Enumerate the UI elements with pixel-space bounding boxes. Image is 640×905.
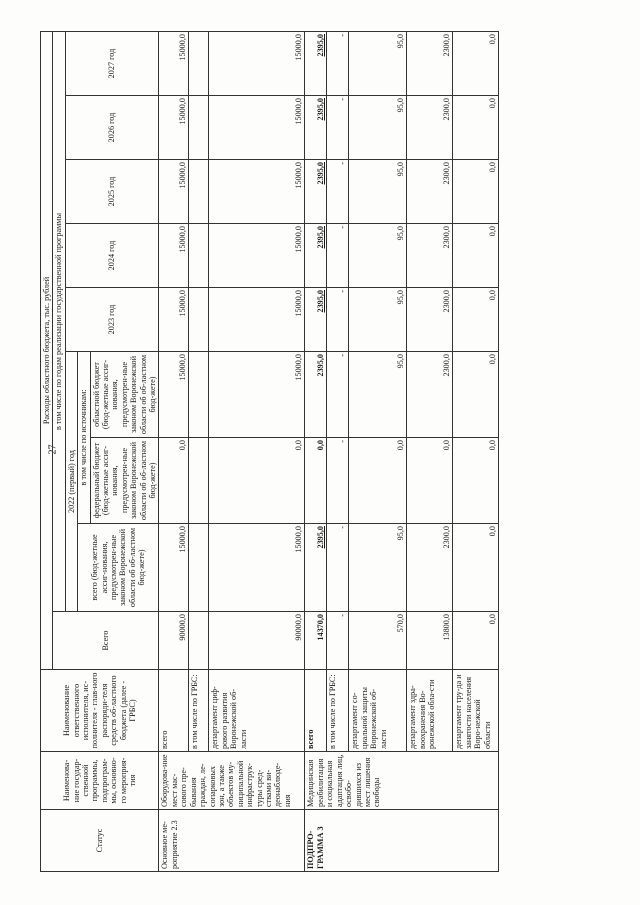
y2023-cell: 2395,0 [305,288,327,352]
total-cell: 90000,0 [159,612,189,670]
y2024-cell: 0,0 [453,224,499,288]
table-row [209,32,305,872]
y2025-cell: 15000,0 [209,160,305,224]
budget-table [40,31,499,872]
table-row [407,32,453,872]
by-years-header: в том числе по годам реализации государственной программы [53,32,65,612]
executor-header: Наименование ответственного исполнителя, ис-полнителя - глав-ного распоряди-теля средств об-ластного бюджета (далее - ГРБС) [41,670,159,752]
regional-cell [189,352,209,438]
status-cell: Основное ме-роприятие 2.3 [159,810,305,872]
federal-header: федеральный бюджет (бюд-жетные ассиг-нования, предусмотрен-ные законом Воронежской области об об-ластном бюд-жете) [90,438,159,524]
table-row [159,32,189,872]
y2027-cell: 0,0 [453,32,499,96]
y2025-cell [189,160,209,224]
year-total-cell [189,524,209,612]
y2025-cell: 2300,0 [407,160,453,224]
federal-cell: 0,0 [407,438,453,524]
y2024-cell: 2395,0 [305,224,327,288]
federal-cell: 0,0 [305,438,327,524]
y2023-cell: 95,0 [349,288,407,352]
federal-cell [189,438,209,524]
executor-cell: департамент циф-рового развития Воронежской об-ласти [209,670,305,752]
y2026-cell: 2395,0 [305,96,327,160]
executor-cell: всего [305,670,327,752]
y2027-cell [189,32,209,96]
year-total-cell: 15000,0 [159,524,189,612]
y2025-cell: 15000,0 [159,160,189,224]
year-2027-header: 2027 год [65,32,159,96]
total-cell: 0,0 [453,612,499,670]
y2026-cell: 0,0 [453,96,499,160]
status-header: Статус [41,810,159,872]
y2025-cell: 0,0 [453,160,499,224]
y2023-cell [189,288,209,352]
federal-cell: 0,0 [209,438,305,524]
executor-cell: департамент тру-да и занятости населения Воро-нежской области [453,670,499,752]
y2027-cell: 2300,0 [407,32,453,96]
y2027-cell: 15000,0 [159,32,189,96]
y2023-cell: 2300,0 [407,288,453,352]
y2023-cell: 15000,0 [159,288,189,352]
y2023-cell: 0,0 [453,288,499,352]
total-cell: 570,0 [349,612,407,670]
y2023-cell: 15000,0 [209,288,305,352]
total-cell: 90000,0 [209,612,305,670]
y2027-cell: 95,0 [349,32,407,96]
executor-cell: департамент со-циальной защиты Воронежской об-ласти [349,670,407,752]
total-header: Всего [53,612,159,670]
total-cell: - [327,612,349,670]
name-cell: Оборудова-ние мест мас-сового пре-бывания граждан, ле-сопарковых зон, а также объектов му-ниципальной инфраструк-туры сред-ствами ви-деонаблюде-ния [159,752,305,810]
federal-cell: 0,0 [453,438,499,524]
year-total-header: всего (бюд-жетные ассиг-нования, предусмотрен-ные законом Воронежской области об об-ластном бюд-жете) [78,524,159,612]
by-sources-header: в том числе по источникам: [78,352,90,524]
federal-cell: - [327,438,349,524]
year-total-cell: - [327,524,349,612]
table-row [327,32,349,872]
executor-cell: в том числе по ГРБС: [189,670,209,752]
status-cell: ПОДПРО-ГРАММА 3 [305,810,499,872]
executor-cell: в том числе по ГРБС: [327,670,349,752]
rotated-page [40,32,600,872]
y2024-cell: 95,0 [349,224,407,288]
y2026-cell: - [327,96,349,160]
federal-cell: 0,0 [349,438,407,524]
table-row [189,32,209,872]
y2026-cell: 15000,0 [209,96,305,160]
name-cell: Медицинская реабилитация и социальная адаптация лиц, освобо-дившихся из мест лишения свободы [305,752,499,810]
y2024-cell: - [327,224,349,288]
year-2025-header: 2025 год [65,160,159,224]
y2026-cell: 2300,0 [407,96,453,160]
year-total-cell: 2395,0 [305,524,327,612]
expenses-header: Расходы областного бюджета, тыс. рублей [41,32,53,670]
year-2023-header: 2023 год [65,288,159,352]
year-total-cell: 0,0 [453,524,499,612]
total-cell: 14370,0 [305,612,327,670]
program-name-header: Наименова-ние государ-ственной программы, подпрограм-мы, основно-го мероприя-тия [41,752,159,810]
y2024-cell: 2300,0 [407,224,453,288]
regional-cell: 95,0 [349,352,407,438]
year-first-header: 2022 (первый) год [65,352,77,612]
total-cell [189,612,209,670]
y2024-cell: 15000,0 [209,224,305,288]
year-2024-header: 2024 год [65,224,159,288]
y2025-cell: 2395,0 [305,160,327,224]
page-number: 27 [47,444,59,455]
y2027-cell: - [327,32,349,96]
regional-header: областной бюджет (бюд-жетные ассиг-нования, предусмотрен-ные законом Воронежской области об об-ластном бюд-жете) [90,352,159,438]
table-row [305,32,327,872]
header-row-1 [41,32,53,872]
y2023-cell: - [327,288,349,352]
y2024-cell: 15000,0 [159,224,189,288]
regional-cell: 2395,0 [305,352,327,438]
regional-cell: - [327,352,349,438]
y2026-cell: 15000,0 [159,96,189,160]
y2025-cell: 95,0 [349,160,407,224]
regional-cell: 2300,0 [407,352,453,438]
y2025-cell: - [327,160,349,224]
y2027-cell: 15000,0 [209,32,305,96]
y2026-cell [189,96,209,160]
regional-cell: 0,0 [453,352,499,438]
year-total-cell: 15000,0 [209,524,305,612]
executor-cell: департамент здра-воохранения Во-ронежской обла-сти [407,670,453,752]
federal-cell: 0,0 [159,438,189,524]
year-total-cell: 2300,0 [407,524,453,612]
y2026-cell: 95,0 [349,96,407,160]
table-row [349,32,407,872]
year-2026-header: 2026 год [65,96,159,160]
year-total-cell: 95,0 [349,524,407,612]
regional-cell: 15000,0 [209,352,305,438]
y2027-cell: 2395,0 [305,32,327,96]
total-cell: 13800,0 [407,612,453,670]
y2024-cell [189,224,209,288]
table-row [453,32,499,872]
executor-cell: всего [159,670,189,752]
regional-cell: 15000,0 [159,352,189,438]
